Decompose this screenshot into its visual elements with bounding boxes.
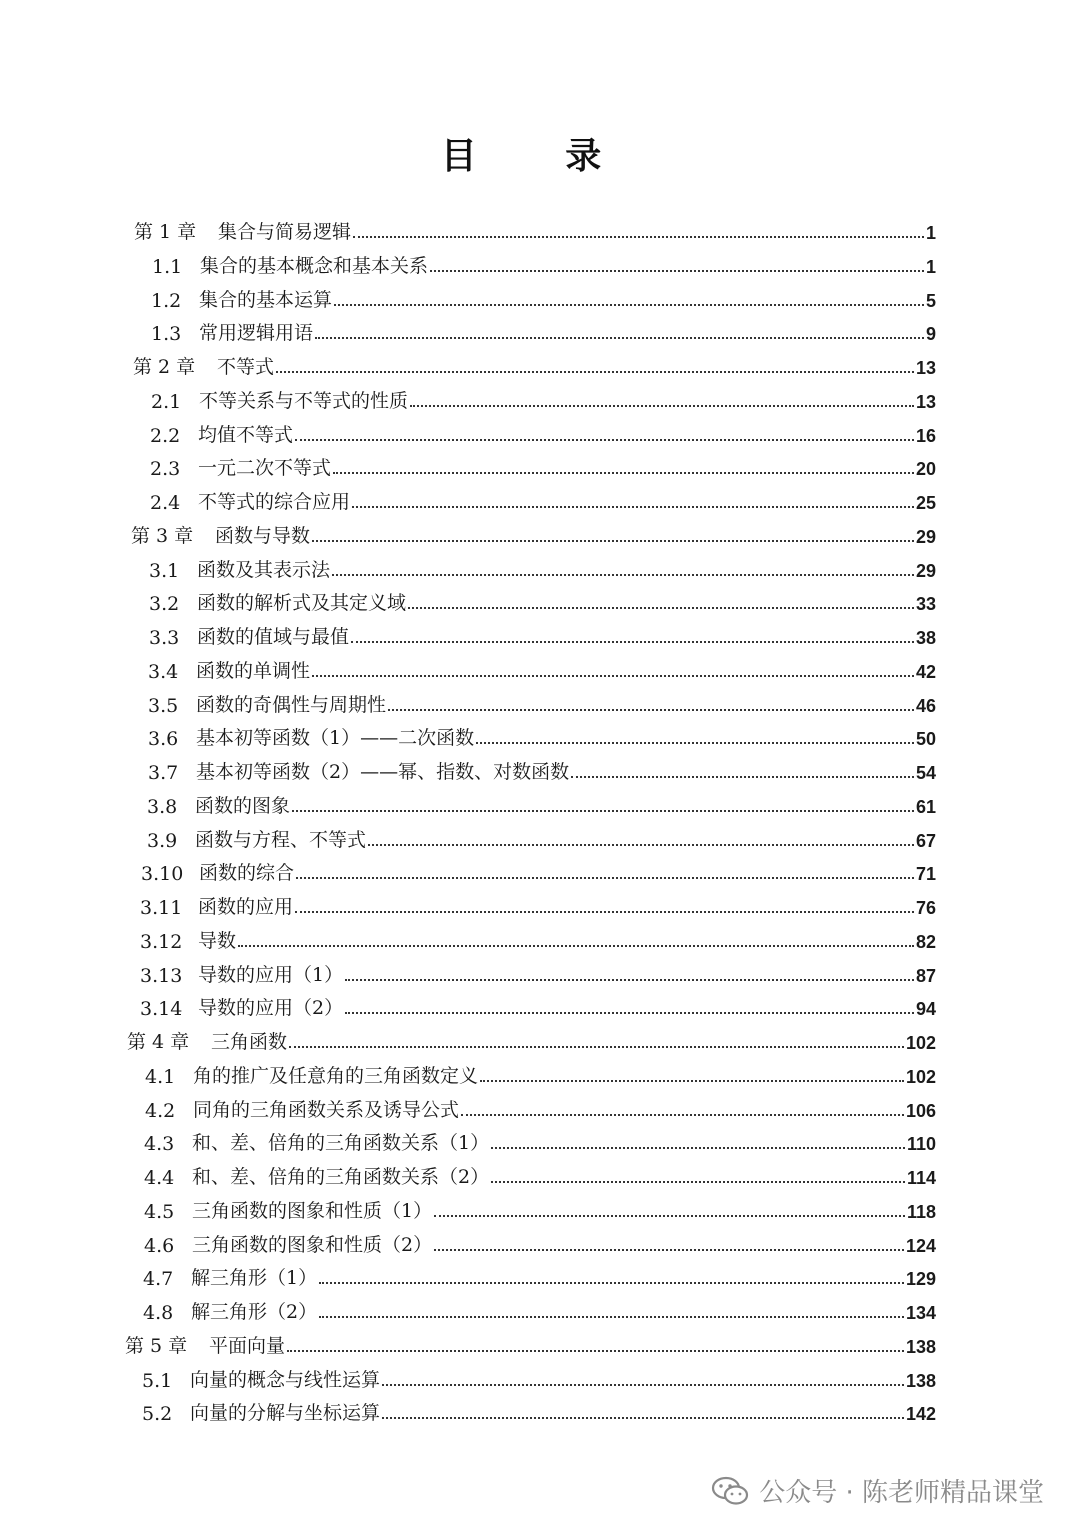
page-title: 目 录 xyxy=(440,135,640,177)
toc-title: 函数的应用 xyxy=(198,896,294,918)
toc-number: 1.3 xyxy=(151,323,182,346)
dot-leader xyxy=(408,607,914,609)
toc-number: 第 3 章 xyxy=(131,524,194,547)
toc-title: 和、差、倍角的三角函数关系（2） xyxy=(192,1166,490,1188)
toc-page-number: 29 xyxy=(915,526,936,547)
toc-section-row xyxy=(148,720,936,750)
toc-page-number: 50 xyxy=(915,729,936,750)
toc-section-row xyxy=(152,248,936,278)
toc-title: 平面向量 xyxy=(209,1334,286,1357)
dot-leader xyxy=(491,1147,905,1149)
toc-section-row xyxy=(140,889,936,919)
toc-title: 基本初等函数（1）——二次函数 xyxy=(196,727,475,750)
toc-number: 3.6 xyxy=(148,728,179,751)
toc-chapter-row xyxy=(127,1024,936,1054)
toc-title: 导数的应用（1） xyxy=(198,963,344,986)
toc-number: 4.8 xyxy=(143,1302,174,1324)
dot-leader xyxy=(345,979,914,981)
toc-number: 2.3 xyxy=(150,458,181,481)
toc-number: 第 5 章 xyxy=(125,1334,188,1357)
toc-number: 3.12 xyxy=(140,930,183,953)
toc-title: 一元二次不等式 xyxy=(198,457,332,480)
toc-page-number: 138 xyxy=(905,1370,936,1391)
toc-page-number: 134 xyxy=(905,1303,936,1323)
toc-number: 4.5 xyxy=(144,1200,175,1223)
toc-title: 常用逻辑用语 xyxy=(199,322,314,345)
dot-leader xyxy=(491,1181,905,1183)
toc-number: 3.10 xyxy=(141,863,184,886)
toc-section-row xyxy=(144,1125,936,1155)
toc-section-row xyxy=(148,687,936,717)
dot-leader xyxy=(351,641,914,643)
dot-leader xyxy=(319,1316,904,1318)
toc-number: 3.11 xyxy=(140,897,183,919)
dot-leader xyxy=(410,405,914,407)
toc-title: 函数的奇偶性与周期性 xyxy=(196,693,387,716)
toc-number: 1.2 xyxy=(151,289,182,312)
toc-number: 3.13 xyxy=(140,964,183,987)
dot-leader xyxy=(332,574,914,576)
toc-number: 第 1 章 xyxy=(134,221,197,243)
toc-title: 集合的基本概念和基本关系 xyxy=(200,254,429,277)
toc-page-number: 42 xyxy=(915,661,936,682)
toc-section-row xyxy=(145,1058,936,1088)
dot-leader xyxy=(319,1282,904,1284)
toc-page-number: 33 xyxy=(915,594,936,615)
toc-title: 解三角形（2） xyxy=(191,1301,318,1323)
toc-title: 函数与导数 xyxy=(215,524,311,547)
toc-number: 第 4 章 xyxy=(127,1031,190,1053)
toc-page-number: 13 xyxy=(915,391,936,412)
toc-title: 不等式 xyxy=(217,356,275,378)
toc-title: 向量的概念与线性运算 xyxy=(190,1368,381,1391)
toc-page-number: 110 xyxy=(906,1134,936,1155)
toc-title: 解三角形（1） xyxy=(191,1267,318,1290)
toc-title: 和、差、倍角的三角函数关系（1） xyxy=(192,1132,490,1155)
toc-number: 3.5 xyxy=(148,694,179,717)
toc-title: 函数及其表示法 xyxy=(197,558,331,581)
toc-page-number: 20 xyxy=(915,459,936,480)
dot-leader xyxy=(388,709,914,711)
toc-page-number: 46 xyxy=(915,695,936,716)
toc-page-number: 9 xyxy=(925,324,936,345)
dot-leader xyxy=(382,1417,904,1419)
dot-leader xyxy=(480,1080,904,1082)
toc-number: 4.2 xyxy=(145,1099,176,1122)
toc-title: 同角的三角函数关系及诱导公式 xyxy=(193,1098,460,1121)
toc-page-number: 61 xyxy=(915,796,936,817)
toc-number: 3.3 xyxy=(149,627,180,649)
toc-section-row xyxy=(151,282,936,312)
toc-section-row xyxy=(142,1362,936,1392)
toc-section-row xyxy=(142,1395,936,1425)
dot-leader xyxy=(476,742,914,744)
toc-title: 角的推广及任意角的三角函数定义 xyxy=(193,1064,479,1087)
dot-leader xyxy=(312,540,914,542)
toc-page-number: 102 xyxy=(905,1033,936,1053)
toc-title: 向量的分解与坐标运算 xyxy=(190,1402,381,1425)
toc-number: 3.4 xyxy=(148,660,179,683)
dot-leader xyxy=(345,1012,914,1014)
toc-chapter-row xyxy=(131,518,936,548)
toc-number: 2.1 xyxy=(151,390,182,413)
toc-chapter-row xyxy=(134,214,936,244)
toc-page-number: 87 xyxy=(915,965,936,986)
toc-number: 4.4 xyxy=(144,1167,175,1189)
dot-leader xyxy=(434,1215,905,1217)
toc-page-number: 1 xyxy=(925,223,936,243)
toc-title: 导数的应用（2） xyxy=(198,997,344,1020)
toc-page-number: 54 xyxy=(915,763,936,783)
toc-section-row xyxy=(143,1260,936,1290)
dot-leader xyxy=(368,844,914,846)
toc-title: 函数的单调性 xyxy=(196,659,311,682)
dot-leader xyxy=(434,1249,904,1251)
toc-title: 基本初等函数（2）——幂、指数、对数函数 xyxy=(196,761,570,783)
dot-leader xyxy=(461,1114,904,1116)
toc-number: 1.1 xyxy=(152,255,183,278)
toc-section-row xyxy=(140,990,936,1020)
toc-section-row xyxy=(151,315,936,345)
dot-leader xyxy=(571,776,914,778)
toc-title: 函数的图象 xyxy=(195,794,291,817)
toc-number: 4.7 xyxy=(143,1268,174,1291)
toc-section-row xyxy=(144,1193,936,1223)
toc-number: 5.1 xyxy=(142,1369,173,1392)
toc-title: 集合与简易逻辑 xyxy=(218,221,352,243)
toc-section-row xyxy=(149,619,936,649)
toc-number: 5.2 xyxy=(142,1403,173,1426)
toc-title: 不等式的综合应用 xyxy=(198,491,351,513)
toc-page-number: 13 xyxy=(915,358,936,378)
toc-number: 3.7 xyxy=(148,762,179,784)
wechat-icon xyxy=(711,1476,749,1506)
dot-leader xyxy=(430,270,924,272)
toc-section-row xyxy=(141,855,936,885)
dot-leader xyxy=(312,675,914,677)
toc-page-number: 138 xyxy=(905,1336,936,1357)
toc-title: 函数的综合 xyxy=(199,862,295,885)
toc-page-number: 142 xyxy=(905,1404,936,1425)
toc-section-row xyxy=(140,923,936,953)
toc-title: 均值不等式 xyxy=(198,423,294,446)
toc-page-number: 124 xyxy=(905,1235,936,1256)
toc-number: 3.1 xyxy=(149,559,180,582)
toc-title: 三角函数的图象和性质（2） xyxy=(192,1233,433,1256)
toc-title: 函数的值域与最值 xyxy=(197,626,350,648)
toc-number: 3.8 xyxy=(147,795,178,818)
dot-leader xyxy=(334,304,924,306)
toc-page-number: 114 xyxy=(906,1168,936,1188)
toc-page-number: 118 xyxy=(906,1201,936,1222)
toc-page-number: 129 xyxy=(905,1269,936,1290)
toc-number: 4.3 xyxy=(144,1133,175,1156)
toc-page-number: 76 xyxy=(915,898,936,918)
toc-title: 集合的基本运算 xyxy=(199,288,333,311)
toc-section-row xyxy=(150,484,936,514)
toc-section-row xyxy=(144,1159,936,1189)
toc-title: 函数的解析式及其定义域 xyxy=(197,592,407,615)
toc-section-row xyxy=(151,383,936,413)
dot-leader xyxy=(296,877,914,879)
toc-chapter-row xyxy=(125,1328,936,1358)
toc-section-row xyxy=(144,1227,936,1257)
toc-title: 导数 xyxy=(198,929,237,952)
toc-page-number: 29 xyxy=(915,560,936,581)
toc-page-number: 16 xyxy=(915,425,936,446)
dot-leader xyxy=(333,472,914,474)
toc-section-row xyxy=(148,754,936,784)
toc-number: 2.2 xyxy=(150,424,181,447)
toc-page-number: 102 xyxy=(905,1066,936,1087)
toc-section-row xyxy=(147,788,936,818)
dot-leader xyxy=(382,1384,904,1386)
toc-title: 三角函数 xyxy=(211,1031,288,1053)
toc-section-row xyxy=(145,1092,936,1122)
toc-number: 2.4 xyxy=(150,492,181,514)
toc-number: 4.1 xyxy=(145,1065,176,1088)
toc-title: 三角函数的图象和性质（1） xyxy=(192,1199,433,1222)
dot-leader xyxy=(352,506,914,508)
dot-leader xyxy=(295,439,914,441)
toc-section-row xyxy=(150,450,936,480)
dot-leader xyxy=(238,945,914,947)
toc-section-row xyxy=(150,417,936,447)
toc-chapter-row xyxy=(133,349,936,379)
toc-section-row xyxy=(149,552,936,582)
toc-title: 不等关系与不等式的性质 xyxy=(199,389,409,412)
toc-page-number: 106 xyxy=(905,1100,936,1121)
watermark-text: 公众号 · 陈老师精品课堂 xyxy=(759,1478,1044,1508)
toc-number: 3.14 xyxy=(140,998,183,1021)
toc-page-number: 82 xyxy=(915,931,936,952)
toc-page-number: 71 xyxy=(915,864,936,885)
toc-page-number: 38 xyxy=(915,628,936,648)
toc-number: 3.2 xyxy=(149,593,180,616)
toc-section-row xyxy=(140,957,936,987)
toc-section-row xyxy=(147,822,936,852)
dot-leader xyxy=(315,337,924,339)
toc-number: 4.6 xyxy=(144,1234,175,1257)
dot-leader xyxy=(292,810,914,812)
toc-page-number: 5 xyxy=(925,290,936,311)
toc-page-number: 67 xyxy=(915,830,936,851)
toc-page-number: 94 xyxy=(915,999,936,1020)
toc-number: 第 2 章 xyxy=(133,356,196,378)
toc-section-row xyxy=(149,585,936,615)
dot-leader xyxy=(287,1350,904,1352)
watermark xyxy=(711,1472,1044,1509)
dot-leader xyxy=(276,371,914,373)
toc-number: 3.9 xyxy=(147,829,178,852)
dot-leader xyxy=(289,1046,904,1048)
toc-title: 函数与方程、不等式 xyxy=(195,828,367,851)
toc-section-row xyxy=(148,653,936,683)
toc-page-number: 1 xyxy=(925,256,936,277)
dot-leader xyxy=(295,911,914,913)
dot-leader xyxy=(353,236,924,238)
toc-page-number: 25 xyxy=(915,493,936,513)
toc-section-row xyxy=(143,1294,936,1324)
